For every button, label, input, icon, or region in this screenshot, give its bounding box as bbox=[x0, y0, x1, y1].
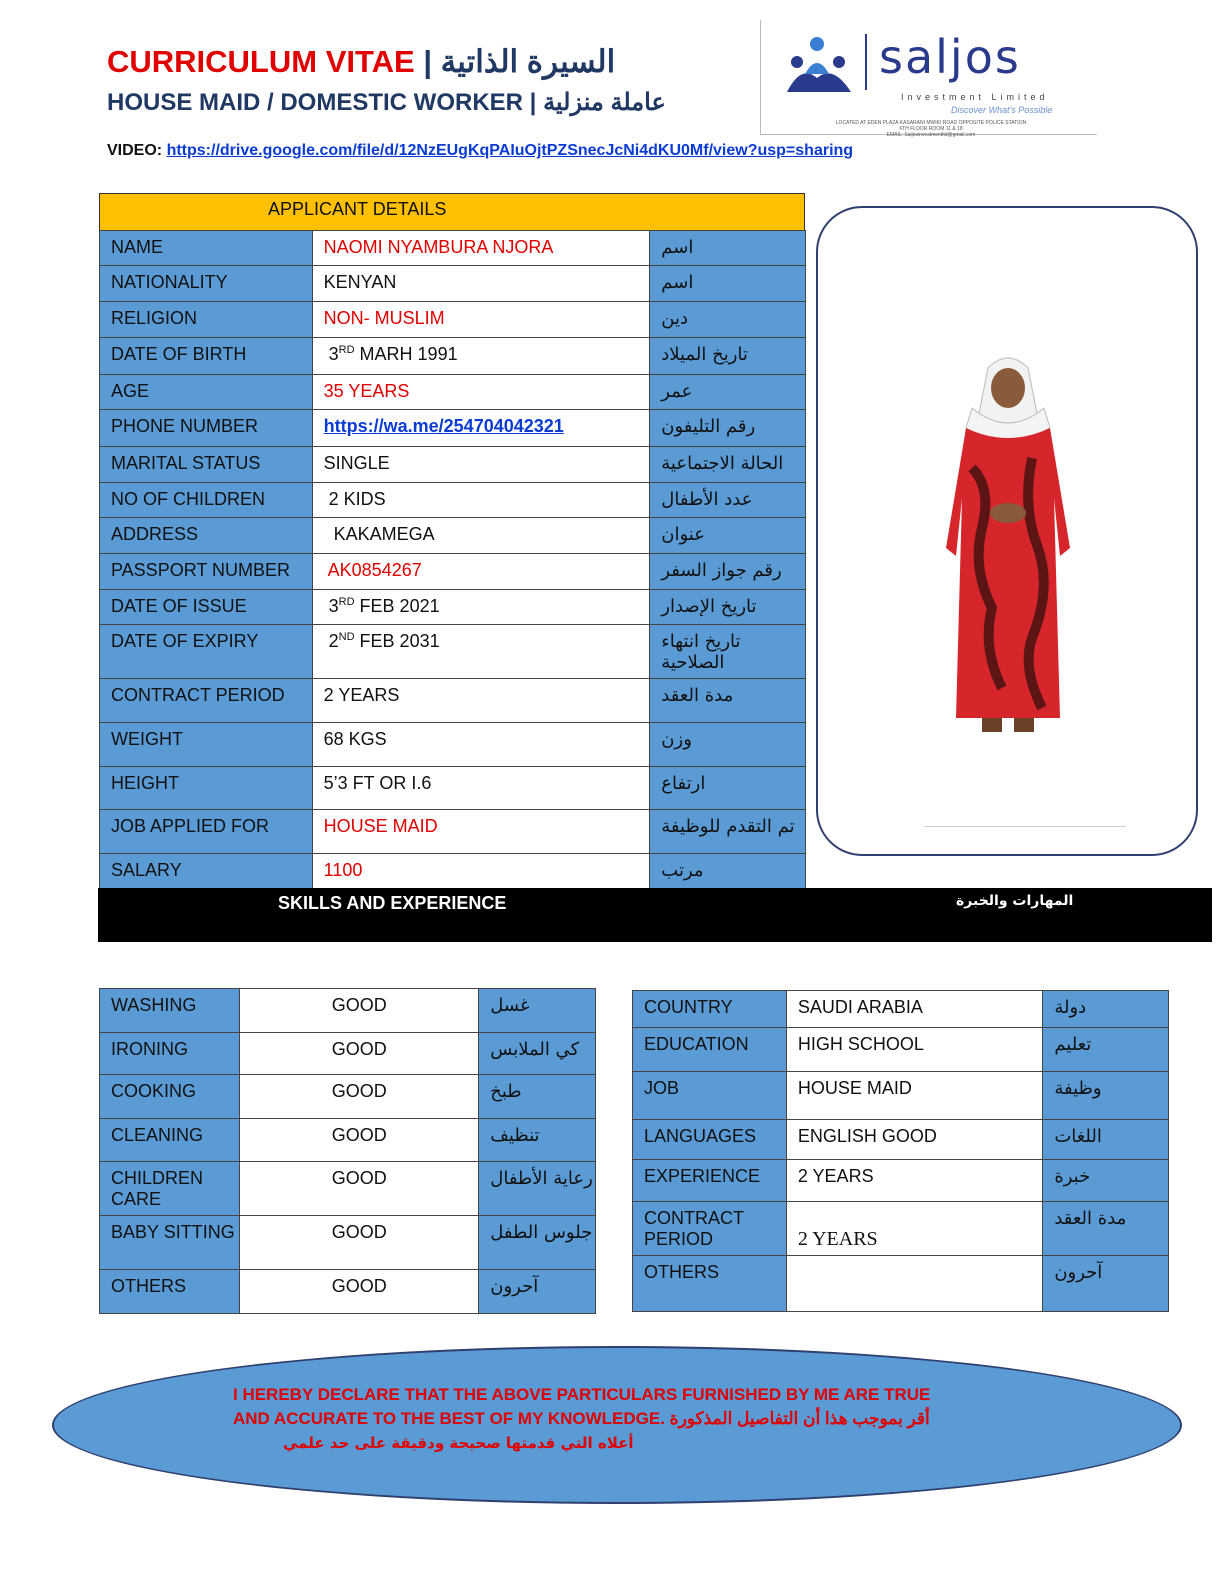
title-english: CURRICULUM VITAE bbox=[107, 44, 415, 79]
arabic-text: رقم جواز السفر bbox=[661, 560, 782, 581]
skl-arabic bbox=[479, 1033, 596, 1075]
exp-label: CONTRACT PERIOD bbox=[633, 1202, 787, 1256]
logo-people-icon bbox=[781, 34, 861, 100]
app-row bbox=[100, 231, 806, 266]
app-label: NATIONALITY bbox=[100, 266, 313, 302]
skl-label: CLEANING bbox=[100, 1119, 240, 1162]
app-value: HOUSE MAID bbox=[312, 810, 650, 854]
skl-row bbox=[100, 1162, 596, 1216]
arabic-text: مرتب bbox=[661, 860, 704, 881]
exp-label: EDUCATION bbox=[633, 1028, 787, 1072]
value-part: 3 bbox=[328, 344, 339, 364]
logo-tagline: Discover What's Possible bbox=[951, 105, 1053, 115]
arabic-text: غسل bbox=[490, 995, 530, 1016]
exp-row bbox=[633, 1160, 1169, 1202]
skl-arabic bbox=[479, 989, 596, 1033]
arabic-text: جلوس الطفل bbox=[490, 1222, 593, 1243]
app-label: JOB APPLIED FOR bbox=[100, 810, 313, 854]
app-arabic bbox=[650, 679, 806, 723]
skl-value: GOOD bbox=[239, 1162, 478, 1216]
applicant-details-table bbox=[99, 230, 806, 894]
applicant-photo bbox=[942, 348, 1074, 738]
value-part: FEB 2031 bbox=[354, 631, 440, 651]
app-label: PASSPORT NUMBER bbox=[100, 554, 313, 590]
exp-label: LANGUAGES bbox=[633, 1120, 787, 1160]
app-row bbox=[100, 375, 806, 410]
exp-arabic bbox=[1043, 1256, 1169, 1312]
document-title bbox=[107, 44, 615, 80]
app-value bbox=[312, 625, 650, 679]
skl-value: GOOD bbox=[239, 1270, 478, 1314]
exp-arabic bbox=[1043, 1072, 1169, 1120]
skills-table bbox=[99, 988, 596, 1314]
value-superscript: RD bbox=[338, 596, 355, 608]
app-row bbox=[100, 810, 806, 854]
exp-value: 2 YEARS bbox=[786, 1202, 1042, 1256]
skl-value: GOOD bbox=[239, 1119, 478, 1162]
skl-label: BABY SITTING bbox=[100, 1216, 240, 1270]
app-value: KENYAN bbox=[312, 266, 650, 302]
arabic-text: رقم التليفون bbox=[661, 416, 756, 437]
app-arabic bbox=[650, 266, 806, 302]
app-value bbox=[312, 410, 650, 447]
app-arabic bbox=[650, 554, 806, 590]
arabic-text: مدة العقد bbox=[661, 685, 734, 706]
skl-value: GOOD bbox=[239, 1033, 478, 1075]
app-label: NAME bbox=[100, 231, 313, 266]
exp-value bbox=[786, 1256, 1042, 1312]
app-arabic bbox=[650, 447, 806, 483]
app-row bbox=[100, 723, 806, 767]
logo-wordmark: saljos bbox=[879, 30, 1021, 84]
skl-row bbox=[100, 1119, 596, 1162]
app-value bbox=[312, 590, 650, 625]
app-row bbox=[100, 447, 806, 483]
skl-arabic bbox=[479, 1270, 596, 1314]
title-separator: | bbox=[423, 44, 432, 79]
exp-row bbox=[633, 1120, 1169, 1160]
arabic-text: عمر bbox=[661, 381, 693, 402]
app-label: SALARY bbox=[100, 854, 313, 894]
exp-value: HIGH SCHOOL bbox=[786, 1028, 1042, 1072]
app-arabic bbox=[650, 590, 806, 625]
skl-row bbox=[100, 989, 596, 1033]
arabic-text: تنظيف bbox=[490, 1125, 540, 1146]
app-arabic bbox=[650, 375, 806, 410]
declaration-line: AND ACCURATE TO THE BEST OF MY KNOWLEDGE. أقر بموجب هذا أن التفاصيل المذكورة bbox=[233, 1409, 930, 1428]
skills-heading-arabic: المهارات والخبرة bbox=[956, 893, 1074, 909]
exp-arabic bbox=[1043, 1202, 1169, 1256]
skl-arabic bbox=[479, 1075, 596, 1119]
skl-value: GOOD bbox=[239, 1216, 478, 1270]
app-label: AGE bbox=[100, 375, 313, 410]
value-part: 2 bbox=[328, 631, 339, 651]
company-logo bbox=[760, 20, 1097, 138]
app-arabic bbox=[650, 410, 806, 447]
app-label: NO OF CHILDREN bbox=[100, 483, 313, 518]
app-arabic bbox=[650, 338, 806, 375]
app-value: 35 YEARS bbox=[312, 375, 650, 410]
exp-arabic bbox=[1043, 1160, 1169, 1202]
skl-arabic bbox=[479, 1119, 596, 1162]
skl-label: IRONING bbox=[100, 1033, 240, 1075]
logo-address-line: 6TH FLOOR ROOM 11 & 18 bbox=[899, 126, 963, 132]
app-value: 1100 bbox=[312, 854, 650, 894]
arabic-text: كي الملابس bbox=[490, 1039, 580, 1060]
arabic-text: دين bbox=[661, 308, 689, 329]
logo-divider bbox=[865, 34, 867, 90]
exp-row bbox=[633, 991, 1169, 1028]
video-label: VIDEO: bbox=[107, 142, 163, 159]
skl-row bbox=[100, 1270, 596, 1314]
logo-address-line: EMAIL: Saljosinvestmentltd@gmail.com bbox=[886, 132, 976, 138]
experience-table bbox=[632, 990, 1169, 1312]
app-label: DATE OF BIRTH bbox=[100, 338, 313, 375]
title-arabic: السيرة الذاتية bbox=[440, 44, 616, 79]
document-subtitle: HOUSE MAID / DOMESTIC WORKER | عاملة منزلية bbox=[107, 89, 666, 116]
arabic-text: آحرون bbox=[490, 1276, 539, 1297]
exp-value: SAUDI ARABIA bbox=[786, 991, 1042, 1028]
arabic-text: وظيفة bbox=[1054, 1078, 1102, 1099]
app-arabic bbox=[650, 231, 806, 266]
arabic-text: آحرون bbox=[1054, 1262, 1103, 1283]
app-row bbox=[100, 410, 806, 447]
arabic-text: دولة bbox=[1054, 997, 1087, 1018]
exp-row bbox=[633, 1202, 1169, 1256]
exp-value: 2 YEARS bbox=[786, 1160, 1042, 1202]
photo-divider bbox=[924, 826, 1126, 827]
app-label: DATE OF ISSUE bbox=[100, 590, 313, 625]
arabic-text: اللغات bbox=[1054, 1126, 1102, 1147]
exp-label: OTHERS bbox=[633, 1256, 787, 1312]
arabic-text: عنوان bbox=[661, 524, 705, 545]
app-row bbox=[100, 679, 806, 723]
app-value: 2 KIDS bbox=[312, 483, 650, 518]
exp-row bbox=[633, 1028, 1169, 1072]
app-row bbox=[100, 266, 806, 302]
value-part: FEB 2021 bbox=[354, 596, 440, 616]
app-value: NON- MUSLIM bbox=[312, 302, 650, 338]
app-arabic bbox=[650, 302, 806, 338]
value-part: 3 bbox=[328, 596, 339, 616]
logo-subtitle: Investment Limited bbox=[901, 92, 1049, 102]
app-label: CONTRACT PERIOD bbox=[100, 679, 313, 723]
app-value: 5’3 FT OR I.6 bbox=[312, 767, 650, 810]
app-label: ADDRESS bbox=[100, 518, 313, 554]
app-row bbox=[100, 338, 806, 375]
skl-row bbox=[100, 1216, 596, 1270]
app-row bbox=[100, 518, 806, 554]
exp-arabic bbox=[1043, 991, 1169, 1028]
skills-heading: SKILLS AND EXPERIENCE bbox=[278, 893, 507, 913]
exp-value: ENGLISH GOOD bbox=[786, 1120, 1042, 1160]
arabic-text: رعاية الأطفال bbox=[490, 1168, 593, 1189]
arabic-text: تم التقدم للوظيفة bbox=[661, 816, 795, 837]
arabic-text: طبخ bbox=[490, 1081, 522, 1102]
video-line bbox=[107, 142, 853, 160]
arabic-text: تاريخ الإصدار bbox=[661, 596, 757, 617]
app-row bbox=[100, 483, 806, 518]
exp-row bbox=[633, 1072, 1169, 1120]
applicant-details-heading: APPLICANT DETAILS bbox=[99, 193, 805, 231]
logo-address-line: LOCATED AT EDEN PLAZA KASARANI MWIKI ROAD OPPOSITE POLICE STATION bbox=[835, 120, 1027, 126]
app-row bbox=[100, 302, 806, 338]
arabic-text: تاريخ انتهاء الصلاحية bbox=[661, 631, 741, 673]
arabic-text: خبرة bbox=[1054, 1166, 1091, 1187]
app-arabic bbox=[650, 625, 806, 679]
value-superscript: RD bbox=[338, 344, 355, 356]
app-value: AK0854267 bbox=[312, 554, 650, 590]
skl-row bbox=[100, 1033, 596, 1075]
arabic-text: اسم bbox=[661, 272, 694, 293]
app-label: DATE OF EXPIRY bbox=[100, 625, 313, 679]
app-row bbox=[100, 767, 806, 810]
app-arabic bbox=[650, 518, 806, 554]
app-row bbox=[100, 554, 806, 590]
app-value: KAKAMEGA bbox=[312, 518, 650, 554]
skl-arabic bbox=[479, 1216, 596, 1270]
value-superscript: ND bbox=[338, 631, 355, 643]
app-row bbox=[100, 625, 806, 679]
arabic-text: الحالة الاجتماعية bbox=[661, 453, 784, 474]
skl-value: GOOD bbox=[239, 1075, 478, 1119]
skl-value: GOOD bbox=[239, 989, 478, 1033]
arabic-text: تعليم bbox=[1054, 1034, 1092, 1055]
logo-address bbox=[791, 120, 1071, 138]
arabic-text: وزن bbox=[661, 729, 692, 750]
app-value: 68 KGS bbox=[312, 723, 650, 767]
declaration-text bbox=[233, 1383, 930, 1455]
exp-value: HOUSE MAID bbox=[786, 1072, 1042, 1120]
app-arabic bbox=[650, 723, 806, 767]
arabic-text: اسم bbox=[661, 237, 694, 258]
app-row bbox=[100, 590, 806, 625]
app-label: RELIGION bbox=[100, 302, 313, 338]
app-value: SINGLE bbox=[312, 447, 650, 483]
app-arabic bbox=[650, 767, 806, 810]
arabic-text: عدد الأطفال bbox=[661, 489, 753, 510]
app-label: WEIGHT bbox=[100, 723, 313, 767]
exp-label: EXPERIENCE bbox=[633, 1160, 787, 1202]
app-label: HEIGHT bbox=[100, 767, 313, 810]
phone-link[interactable]: https://wa.me/254704042321 bbox=[323, 416, 564, 436]
declaration-line: أعلاه التي قدمتها صحيحة ودقيقة على حد علمي bbox=[283, 1434, 634, 1452]
app-value bbox=[312, 338, 650, 375]
app-value: 2 YEARS bbox=[312, 679, 650, 723]
app-label: PHONE NUMBER bbox=[100, 410, 313, 447]
app-value: NAOMI NYAMBURA NJORA bbox=[312, 231, 650, 266]
skl-label: OTHERS bbox=[100, 1270, 240, 1314]
skl-row bbox=[100, 1075, 596, 1119]
exp-label: COUNTRY bbox=[633, 991, 787, 1028]
value-part: MARH 1991 bbox=[354, 344, 458, 364]
app-arabic bbox=[650, 483, 806, 518]
arabic-text: ارتفاع bbox=[661, 773, 706, 794]
skl-label: CHILDREN CARE bbox=[100, 1162, 240, 1216]
skl-label: COOKING bbox=[100, 1075, 240, 1119]
app-arabic bbox=[650, 810, 806, 854]
applicant-photo-frame bbox=[816, 206, 1198, 856]
exp-arabic bbox=[1043, 1028, 1169, 1072]
video-link[interactable]: https://drive.google.com/file/d/12NzEUgKqPAIuOjtPZSnecJcNi4dKU0Mf/view?usp=sharing bbox=[166, 142, 854, 159]
arabic-text: مدة العقد bbox=[1054, 1208, 1127, 1229]
exp-arabic bbox=[1043, 1120, 1169, 1160]
skl-arabic bbox=[479, 1162, 596, 1216]
app-label: MARITAL STATUS bbox=[100, 447, 313, 483]
arabic-text: تاريخ الميلاد bbox=[661, 344, 748, 365]
skills-experience-bar bbox=[98, 888, 1212, 942]
skl-label: WASHING bbox=[100, 989, 240, 1033]
declaration-line: I HEREBY DECLARE THAT THE ABOVE PARTICULARS FURNISHED BY ME ARE TRUE bbox=[233, 1385, 931, 1404]
exp-label: JOB bbox=[633, 1072, 787, 1120]
exp-row bbox=[633, 1256, 1169, 1312]
